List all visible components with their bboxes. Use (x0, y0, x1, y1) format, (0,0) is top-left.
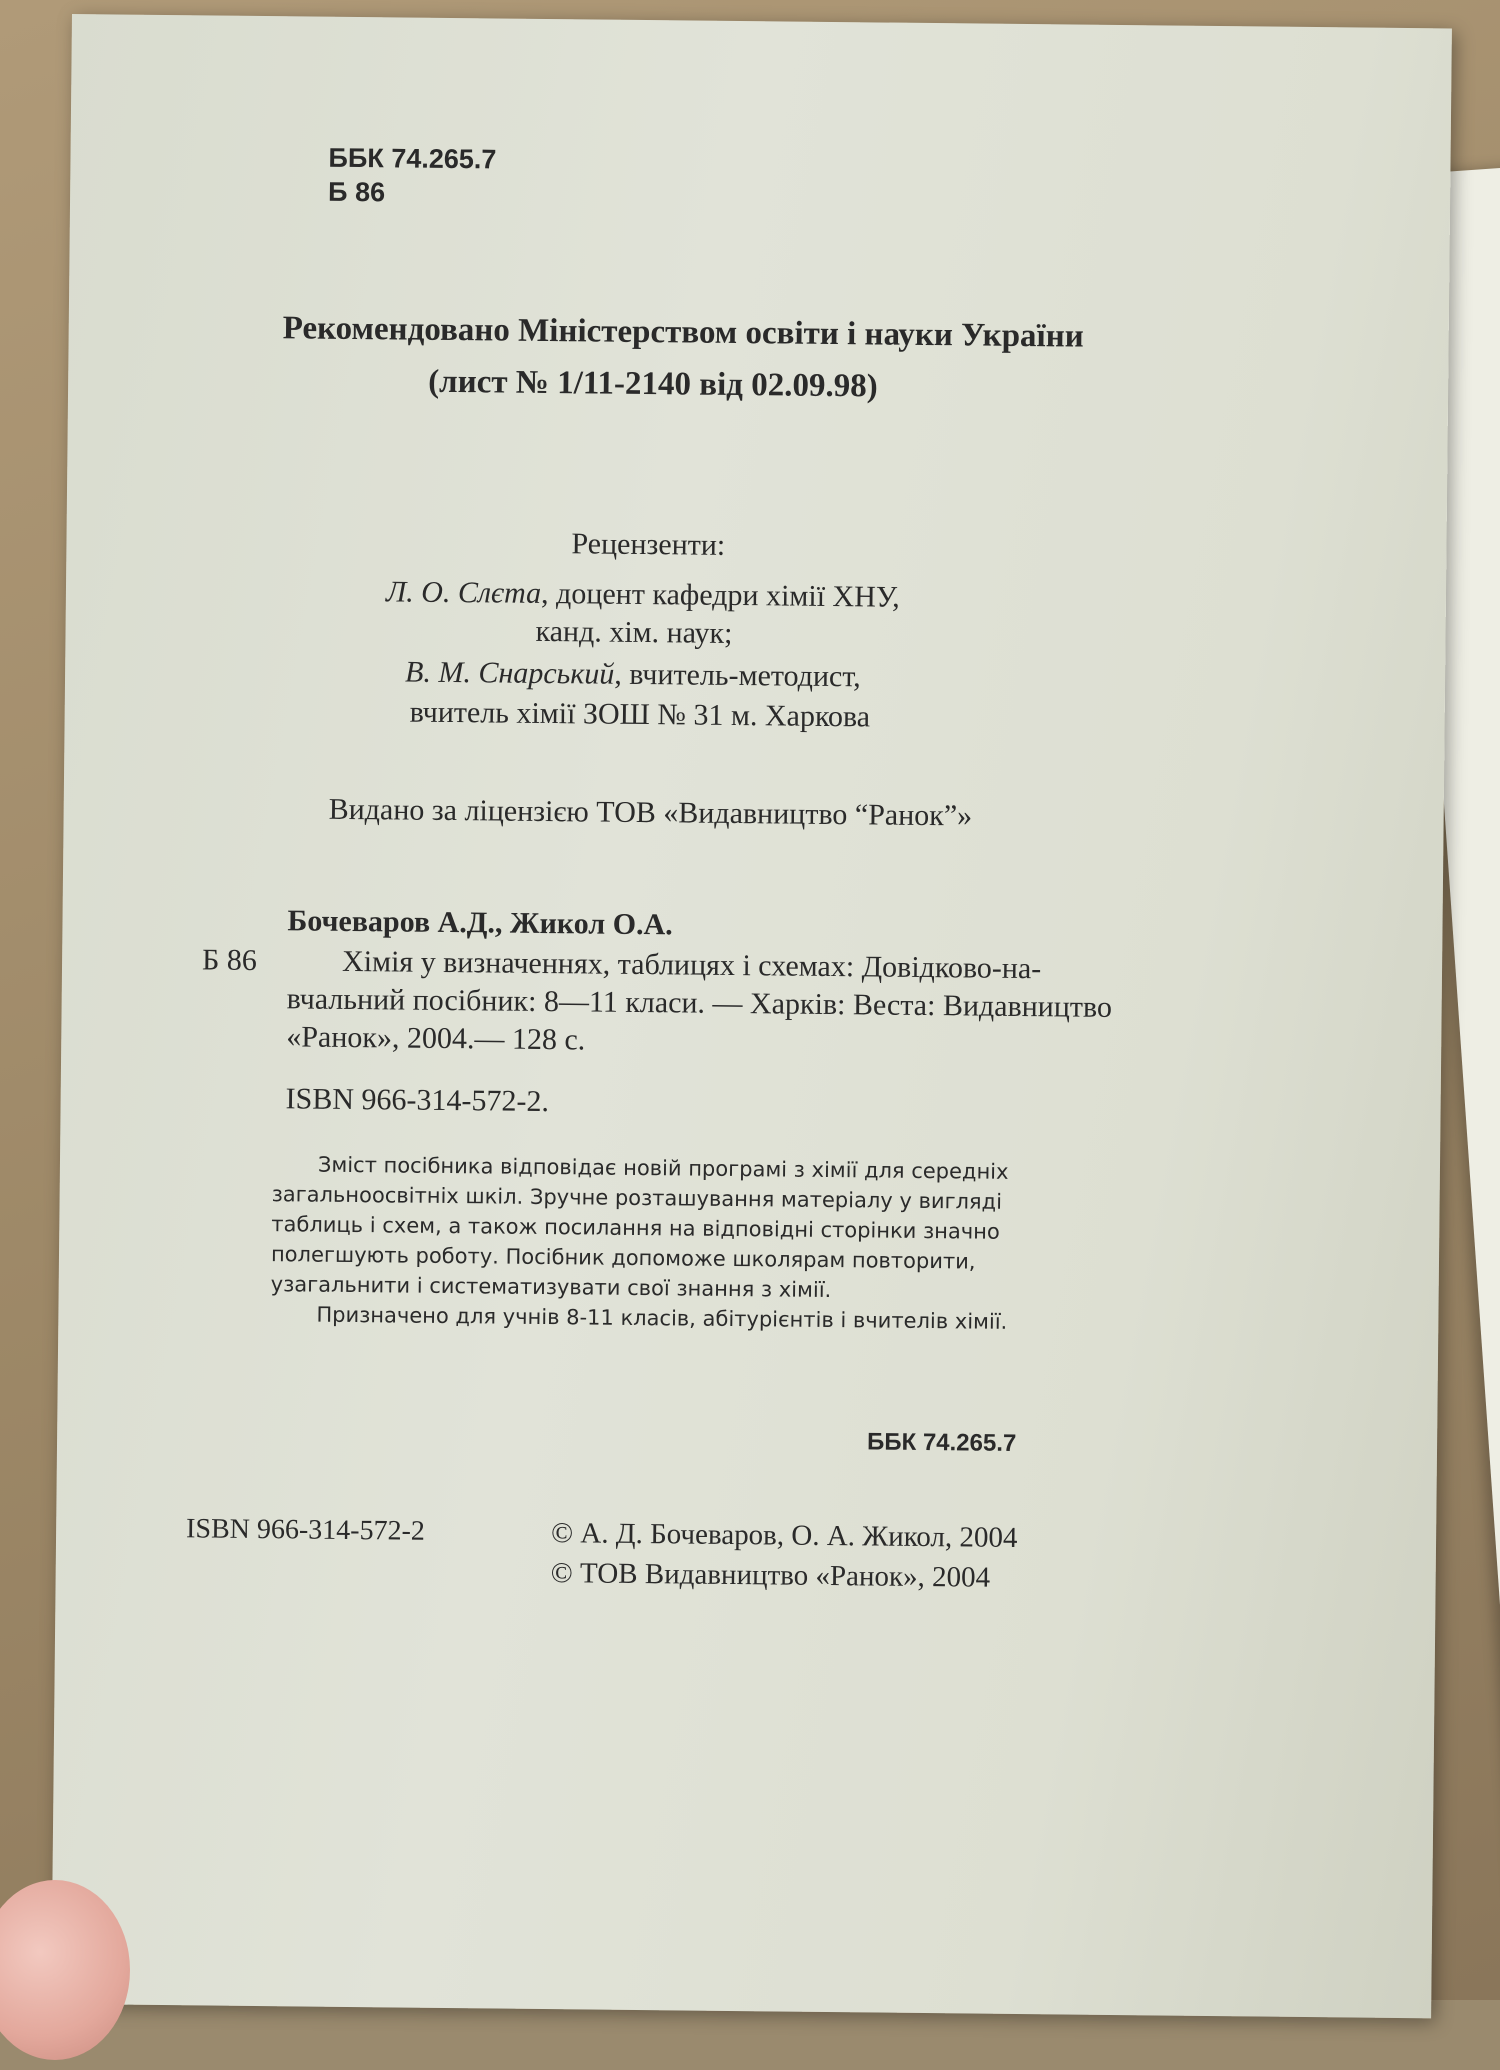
reviewers-heading: Рецензенти: (571, 527, 726, 562)
annotation-line2: загальноосвітніх шкіл. Зручне розташування матеріалу у вигляді (271, 1182, 1003, 1214)
footer-isbn: ISBN 966-314-572-2 (185, 1513, 426, 1547)
annotation-line3: таблиць і схем, а також посилання на відповідні сторінки значно (271, 1212, 1000, 1244)
reviewer-1-degree: канд. хім. наук; (535, 614, 733, 650)
reviewer-2 (404, 655, 861, 694)
catalog-authors: Бочеваров А.Д., Жикол О.А. (287, 904, 673, 942)
catalog-line1: Хімія у визначеннях, таблицях і схемах: Довідково-на- (341, 944, 1042, 986)
catalog-index: Б 86 (201, 943, 258, 977)
reviewer-1-name: Л. О. Слєта (385, 575, 542, 610)
catalog-isbn: ISBN 966-314-572-2. (285, 1082, 550, 1119)
recommendation-line2: (лист № 1/11-2140 від 02.09.98) (427, 363, 878, 405)
annotation-line5: узагальнити і систематизувати свої знання з хімії. (270, 1272, 832, 1303)
reviewer-2-role: , вчитель-методист, (614, 657, 861, 694)
annotation-line6: Призначено для учнів 8-11 класів, абітурієнтів і вчителів хімії. (316, 1302, 1008, 1334)
catalog-line2: вчальний посібник: 8—11 класи. — Харків: Веста: Видавництво (286, 982, 1113, 1024)
reviewer-1 (386, 577, 900, 612)
annotation-line1: Зміст посібника відповідає новій програмі з хімії для середніх (317, 1152, 1009, 1184)
reviewer-2-name: В. М. Снарський (404, 655, 615, 691)
footer-copyright-authors: © А. Д. Бочеваров, О. А. Жикол, 2004 (550, 1517, 1018, 1554)
license-line: Видано за ліцензією ТОВ «Видавництво “Ранок”» (328, 792, 973, 833)
book-page (51, 14, 1452, 2018)
header-index: Б 86 (327, 176, 386, 208)
footer-bbk: ББК 74.265.7 (866, 1428, 1017, 1457)
reviewer-1-role: , доцент кафедри хімії ХНУ, (540, 576, 900, 614)
header-bbk: ББК 74.265.7 (328, 142, 497, 175)
reviewer-2-school: вчитель хімії ЗОШ № 31 м. Харкова (409, 695, 871, 734)
catalog-line3: «Ранок», 2004.— 128 с. (286, 1020, 586, 1057)
recommendation-line1: Рекомендовано Міністерством освіти і науки України (282, 310, 1084, 355)
annotation-line4: полегшують роботу. Посібник допоможе школярам повторити, (270, 1242, 976, 1274)
footer-copyright-publisher: © ТОВ Видавництво «Ранок», 2004 (550, 1557, 991, 1594)
